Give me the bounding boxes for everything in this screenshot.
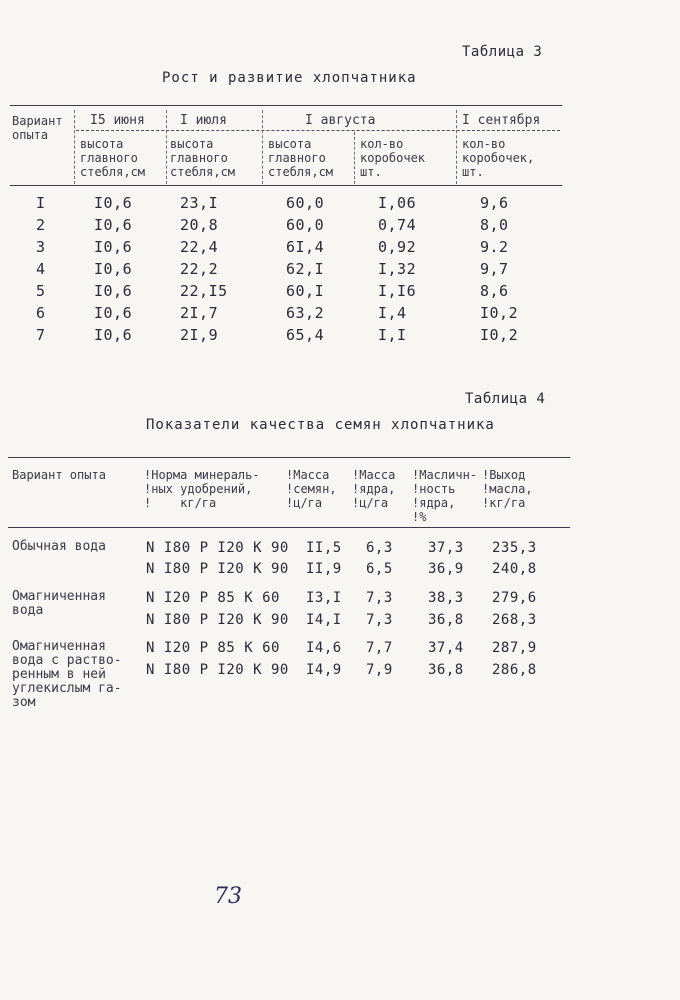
table3-date-rule	[76, 130, 560, 131]
table3-col-sep	[74, 110, 75, 184]
table3-cell: 0,74	[378, 216, 417, 234]
table3-cell: 4	[36, 260, 46, 278]
table3-cell: I,06	[378, 194, 417, 212]
table4-variant: Обычная вода	[12, 539, 106, 554]
table4-fertilizer: N I80 P I20 K 90	[146, 561, 289, 577]
table4-cell: 37,4	[428, 640, 464, 656]
table4-cell: 36,9	[428, 561, 464, 577]
table4-fertilizer: N I80 P I20 K 90	[146, 612, 289, 628]
table3-date-august: I августа	[305, 113, 376, 128]
table4-header: !Масса !ядра, !ц/га	[352, 468, 396, 510]
table4-cell: II,9	[306, 561, 342, 577]
table4-header: !Масса !семян, !ц/га	[286, 468, 337, 510]
table3-cell: 2I,7	[180, 304, 219, 322]
table3-cell: 3	[36, 238, 46, 256]
table4-label: Таблица 4	[465, 391, 546, 407]
table3-cell: 8,0	[480, 216, 509, 234]
table4-cell: I3,I	[306, 590, 342, 606]
table4-cell: 7,7	[366, 640, 393, 656]
table3-cell: 23,I	[180, 194, 219, 212]
table3-col-sep	[166, 110, 167, 184]
table4-cell: 36,8	[428, 612, 464, 628]
table4-cell: 36,8	[428, 662, 464, 678]
table3-subheader: кол-во коробочек, шт.	[462, 137, 535, 179]
table4-header: !Масличн- !ность !ядра, !%	[412, 468, 478, 524]
table3-cell: 5	[36, 282, 46, 300]
table3-cell: 9.2	[480, 238, 509, 256]
table4-fertilizer: N I20 P 85 K 60	[146, 590, 280, 606]
table4-cell: 268,3	[492, 612, 537, 628]
page-number: 73	[214, 884, 242, 909]
table3-cell: 6I,4	[286, 238, 325, 256]
table3-cell: I0,6	[94, 326, 133, 344]
table3-subheader: высота главного стебля,см	[170, 137, 236, 179]
table3-cell: I0,6	[94, 282, 133, 300]
table3-cell: 2	[36, 216, 46, 234]
table3-subheader: высота главного стебля,см	[268, 137, 334, 179]
table3-cell: I0,2	[480, 304, 519, 322]
table4-top-rule	[8, 457, 570, 458]
table4-cell: 287,9	[492, 640, 537, 656]
table3-cell: 0,92	[378, 238, 417, 256]
table3-cell: 60,I	[286, 282, 325, 300]
table3-cell: 62,I	[286, 260, 325, 278]
table4-cell: I4,6	[306, 640, 342, 656]
table3-cell: 22,2	[180, 260, 219, 278]
table4-cell: 37,3	[428, 540, 464, 556]
table4-cell: 7,9	[366, 662, 393, 678]
table4-fertilizer: N I80 P I20 K 90	[146, 662, 289, 678]
table3-cell: I0,6	[94, 304, 133, 322]
table3-cell: I	[36, 194, 46, 212]
table3-header-rule	[10, 185, 562, 186]
table3-col-sep	[262, 110, 263, 184]
table3-cell: 60,0	[286, 194, 325, 212]
table3-cell: I0,2	[480, 326, 519, 344]
table3-cell: I0,6	[94, 194, 133, 212]
table4-variant: Омагниченная вода	[12, 589, 106, 618]
table3-cell: 8,6	[480, 282, 509, 300]
table3-cell: I0,6	[94, 260, 133, 278]
table3-label: Таблица 3	[462, 44, 543, 60]
table3-top-rule	[10, 105, 562, 106]
table3-cell: 9,6	[480, 194, 509, 212]
table3-title: Рост и развитие хлопчатника	[162, 70, 417, 86]
table4-cell: II,5	[306, 540, 342, 556]
table4-cell: I4,I	[306, 612, 342, 628]
table3-cell: I,4	[378, 304, 407, 322]
table4-cell: 7,3	[366, 612, 393, 628]
table3-subheader: кол-во коробочек шт.	[360, 137, 426, 179]
table4-fertilizer: N I80 P I20 K 90	[146, 540, 289, 556]
table3-cell: 7	[36, 326, 46, 344]
table3-cell: I,I	[378, 326, 407, 344]
table4-title: Показатели качества семян хлопчатника	[146, 417, 495, 433]
table4-variant: Омагниченная вода с раство- ренным в ней углекислым га- зом	[12, 639, 122, 710]
table4-cell: 6,3	[366, 540, 393, 556]
table3-col-sep	[456, 110, 457, 184]
table3-cell: 9,7	[480, 260, 509, 278]
table3-variant-header: Вариант опыта	[12, 114, 63, 142]
table3-cell: 20,8	[180, 216, 219, 234]
table3-cell: I,32	[378, 260, 417, 278]
table3-cell: I0,6	[94, 216, 133, 234]
table4-cell: I4,9	[306, 662, 342, 678]
table3-cell: 65,4	[286, 326, 325, 344]
table3-subheader: высота главного стебля,см	[80, 137, 146, 179]
table3-col-sep	[354, 132, 355, 184]
table3-date-june: I5 июня	[90, 113, 145, 128]
table4-cell: 235,3	[492, 540, 537, 556]
table3-cell: 22,I5	[180, 282, 228, 300]
table4-header-rule	[8, 527, 570, 528]
table3-cell: 63,2	[286, 304, 325, 322]
table4-header: !Выход !масла, !кг/га	[482, 468, 533, 510]
table3-cell: I0,6	[94, 238, 133, 256]
table3-cell: 60,0	[286, 216, 325, 234]
table4-cell: 7,3	[366, 590, 393, 606]
table3-date-september: I сентября	[462, 113, 541, 128]
table4-cell: 240,8	[492, 561, 537, 577]
table4-cell: 286,8	[492, 662, 537, 678]
table4-cell: 38,3	[428, 590, 464, 606]
table4-cell: 279,6	[492, 590, 537, 606]
table3-date-july: I июля	[180, 113, 227, 128]
table4-header: Вариант опыта	[12, 468, 106, 482]
table3-cell: 22,4	[180, 238, 219, 256]
table4-header: !Норма минераль- !ных удобрений, ! кг/га	[144, 468, 260, 510]
table4-cell: 6,5	[366, 561, 393, 577]
table4-fertilizer: N I20 P 85 K 60	[146, 640, 280, 656]
table3-cell: I,I6	[378, 282, 417, 300]
table3-cell: 6	[36, 304, 46, 322]
table3-cell: 2I,9	[180, 326, 219, 344]
